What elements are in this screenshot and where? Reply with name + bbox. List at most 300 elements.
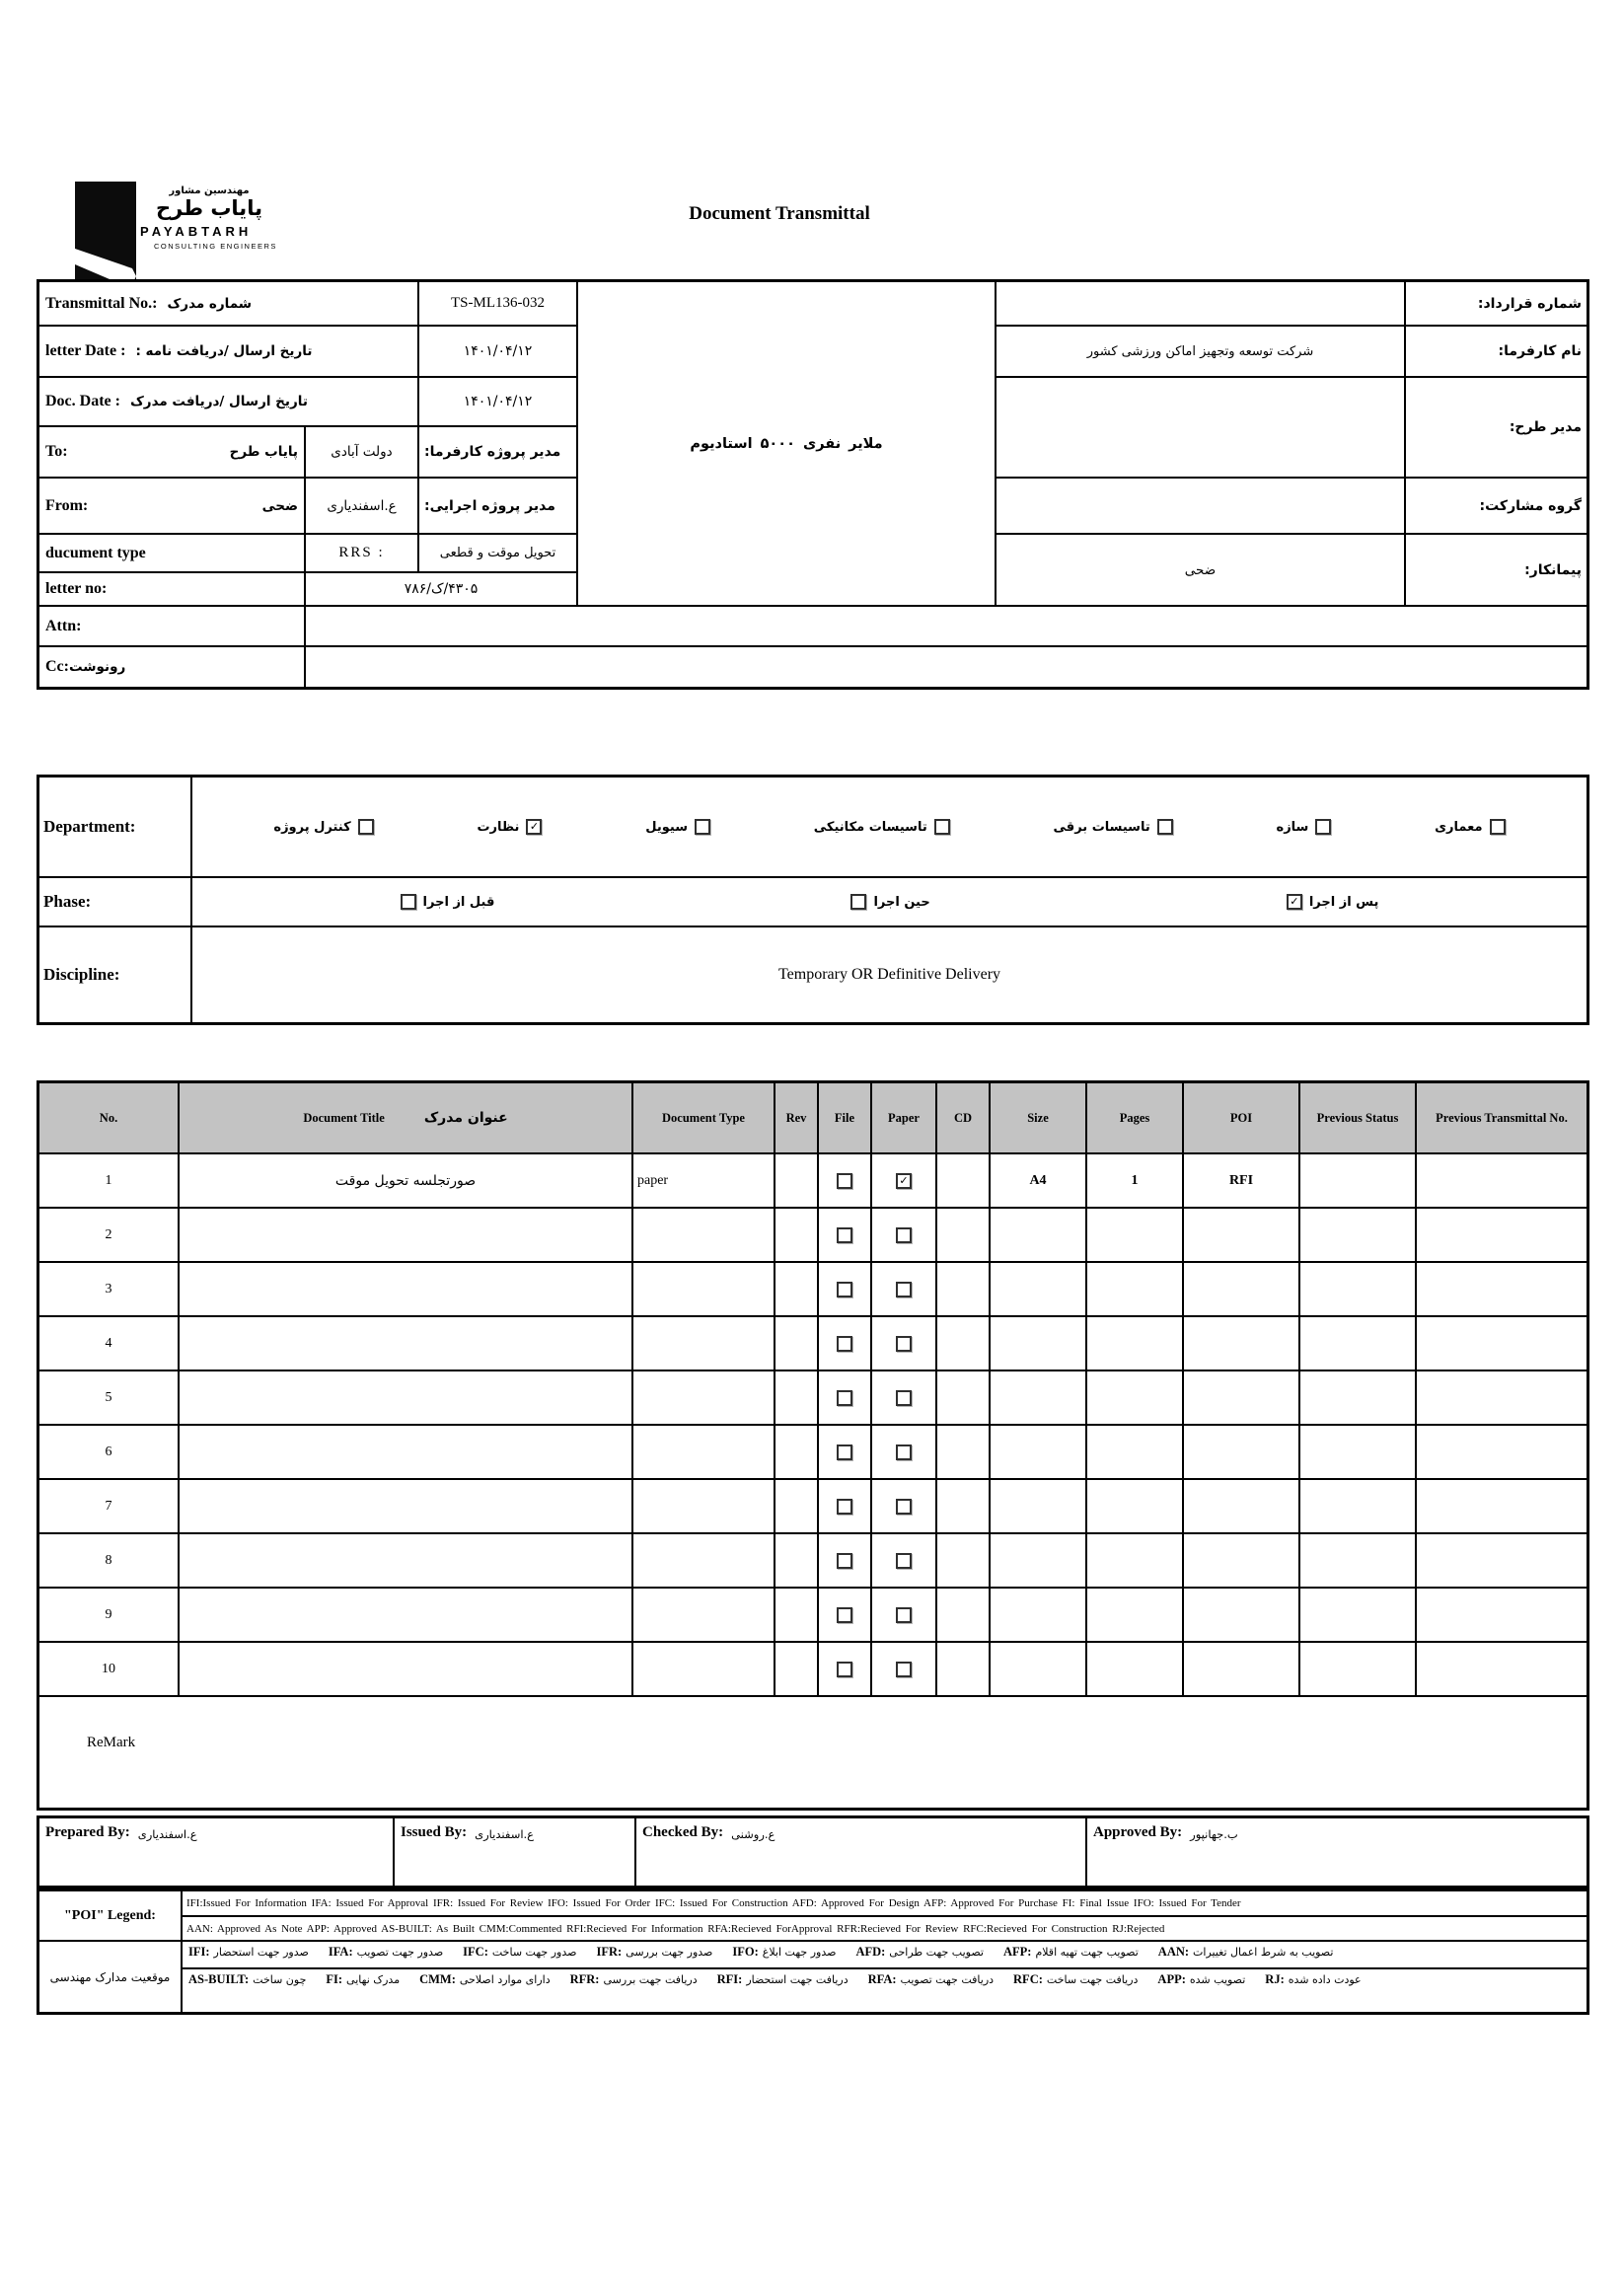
checkbox[interactable] xyxy=(358,819,374,835)
header-no: No. xyxy=(39,1083,178,1152)
cell-previous-transmittal xyxy=(1417,1263,1587,1315)
cell-document-type: paper xyxy=(633,1154,774,1207)
contractor-value: ضحی xyxy=(997,535,1404,605)
cell-paper xyxy=(872,1371,935,1424)
phase-items xyxy=(192,878,1587,926)
cell-file xyxy=(819,1426,870,1478)
department-items xyxy=(192,778,1587,876)
cell-document-type xyxy=(633,1371,774,1424)
legend-text: تصویب به شرط اعمال تغییرات xyxy=(1193,1946,1334,1959)
table-row xyxy=(39,1480,1587,1532)
doc-type-fa: تحویل موقت و قطعی xyxy=(419,535,576,571)
legend-pair xyxy=(732,1945,836,1960)
cell-document-title xyxy=(180,1643,631,1695)
to-row xyxy=(39,427,304,477)
cell-previous-transmittal xyxy=(1417,1589,1587,1641)
cell-no: 10 xyxy=(39,1643,178,1695)
file-checkbox[interactable] xyxy=(837,1282,852,1297)
doc-type-code: RRS : xyxy=(306,535,417,571)
paper-checkbox[interactable] xyxy=(896,1227,912,1243)
paper-checkbox[interactable] xyxy=(896,1553,912,1569)
transmittal-no-value: TS-ML136-032 xyxy=(419,282,576,325)
cell-no: 8 xyxy=(39,1534,178,1587)
cell-pages xyxy=(1087,1480,1182,1532)
checkbox-label: حین اجرا xyxy=(873,894,930,910)
checkbox-label: سیویل xyxy=(645,819,688,835)
legend-code: RFI: xyxy=(716,1972,743,1986)
cell-size xyxy=(991,1534,1085,1587)
legend-en-line2: AAN: Approved As Note APP: Approved AS-BUILT: As Built CMM:Commented RFI:Recieved For Information RFA:Recieved ForApproval RFR:Recieved For Review RFC:Recieved For Construction RJ:Rejected xyxy=(183,1917,1587,1940)
to-value: پایاب طرح xyxy=(229,444,298,460)
cell-poi xyxy=(1184,1209,1298,1261)
letter-date-value: ۱۴۰۱/۰۴/۱۲ xyxy=(419,327,576,376)
issued-by-name: ع.اسفندیاری xyxy=(475,1827,535,1841)
checkbox[interactable] xyxy=(401,894,416,910)
legend-pair xyxy=(463,1945,576,1960)
paper-checkbox[interactable] xyxy=(896,1336,912,1352)
legend-text: صدور جهت استحضار xyxy=(213,1946,309,1959)
header-file: File xyxy=(819,1083,870,1152)
cell-document-type xyxy=(633,1426,774,1478)
checkbox-label: تاسیسات مکانیکی xyxy=(813,819,927,835)
exec-pm-label: مدیر پروژه اجرایی: xyxy=(419,479,576,533)
approved-by-name: ب.جهانپور xyxy=(1190,1827,1238,1841)
file-checkbox[interactable] xyxy=(837,1336,852,1352)
cell-document-title xyxy=(180,1317,631,1370)
to-person: دولت آبادی xyxy=(306,427,417,477)
partnership-label: گروه مشارکت: xyxy=(1406,479,1587,533)
cell-size: A4 xyxy=(991,1154,1085,1207)
cell-poi xyxy=(1184,1426,1298,1478)
cell-document-type xyxy=(633,1534,774,1587)
legend-pair xyxy=(188,1972,306,1987)
cell-pages xyxy=(1087,1209,1182,1261)
cell-file xyxy=(819,1317,870,1370)
legend-pair xyxy=(596,1945,712,1960)
cell-rev xyxy=(775,1263,817,1315)
checkbox[interactable] xyxy=(850,894,866,910)
design-manager-value xyxy=(997,378,1404,477)
checkbox[interactable]: ✓ xyxy=(526,819,542,835)
legend-code: APP: xyxy=(1157,1972,1186,1986)
cell-pages xyxy=(1087,1317,1182,1370)
cell-previous-status xyxy=(1300,1480,1415,1532)
department-label: Department: xyxy=(39,778,190,876)
legend-code: IFA: xyxy=(328,1945,353,1959)
checkbox-item xyxy=(1277,819,1332,835)
cell-rev xyxy=(775,1371,817,1424)
file-checkbox[interactable] xyxy=(837,1227,852,1243)
design-manager-label: مدیر طرح: xyxy=(1406,378,1587,477)
checkbox-label: تاسیسات برقی xyxy=(1053,819,1150,835)
cell-previous-status xyxy=(1300,1317,1415,1370)
file-checkbox[interactable] xyxy=(837,1499,852,1515)
table-row xyxy=(39,1317,1587,1370)
prepared-by-label: Prepared By: xyxy=(45,1824,130,1840)
cell-document-title: صورتجلسه تحویل موقت xyxy=(180,1154,631,1207)
from-value: ضحی xyxy=(261,497,298,514)
cell-cd xyxy=(937,1589,989,1641)
attn-label: Attn: xyxy=(39,607,304,645)
cell-pages xyxy=(1087,1263,1182,1315)
cell-no: 6 xyxy=(39,1426,178,1478)
checkbox-item xyxy=(477,819,542,835)
cell-paper xyxy=(872,1209,935,1261)
legend-fa-line2 xyxy=(183,1969,1587,2012)
header-size: Size xyxy=(991,1083,1085,1152)
cc-value xyxy=(306,647,1587,687)
issued-by-label: Issued By: xyxy=(401,1824,468,1840)
legend-code: IFC: xyxy=(463,1945,488,1959)
cell-size xyxy=(991,1209,1085,1261)
file-checkbox[interactable] xyxy=(837,1444,852,1460)
legend-pair xyxy=(188,1945,309,1960)
legend-code: RFC: xyxy=(1013,1972,1043,1986)
remark-cell: ReMark xyxy=(39,1697,1587,1808)
legend-text: مدرک نهایی xyxy=(346,1973,401,1986)
legend-pair xyxy=(329,1945,443,1960)
cell-document-title xyxy=(180,1534,631,1587)
cell-poi xyxy=(1184,1534,1298,1587)
table-row xyxy=(39,1209,1587,1261)
paper-checkbox[interactable] xyxy=(896,1444,912,1460)
cell-document-title xyxy=(180,1589,631,1641)
legend-text: تصویب شده xyxy=(1189,1973,1246,1986)
client-name-label: نام کارفرما: xyxy=(1406,327,1587,376)
poi-legend-label: "POI" Legend: xyxy=(39,1891,181,1940)
legend-code: RFR: xyxy=(569,1972,600,1986)
legend-pair xyxy=(1265,1972,1361,1987)
cell-file xyxy=(819,1643,870,1695)
brand-en-name: PAYABTARH xyxy=(140,224,253,239)
header-poi: POI xyxy=(1184,1083,1298,1152)
checkbox[interactable] xyxy=(934,819,950,835)
cell-previous-transmittal xyxy=(1417,1426,1587,1478)
header-previous-status: Previous Status xyxy=(1300,1083,1415,1152)
cell-previous-transmittal xyxy=(1417,1371,1587,1424)
cell-cd xyxy=(937,1371,989,1424)
paper-checkbox[interactable] xyxy=(896,1390,912,1406)
phase-label: Phase: xyxy=(39,878,190,926)
cell-previous-transmittal xyxy=(1417,1480,1587,1532)
cell-rev xyxy=(775,1317,817,1370)
cell-pages xyxy=(1087,1589,1182,1641)
checked-by-cell xyxy=(636,1818,1085,1886)
header-title: Document Title عنوان مدرک xyxy=(180,1083,631,1152)
cell-document-type xyxy=(633,1317,774,1370)
contract-no-value xyxy=(997,282,1404,325)
legend-text: صدور جهت ابلاغ xyxy=(762,1946,837,1959)
paper-checkbox[interactable] xyxy=(896,1662,912,1677)
partnership-value xyxy=(997,479,1404,533)
cell-rev xyxy=(775,1643,817,1695)
legend-fa-label: موقعیت مدارک مهندسی xyxy=(39,1942,181,2012)
file-checkbox[interactable] xyxy=(837,1390,852,1406)
cell-poi xyxy=(1184,1263,1298,1315)
cell-poi: RFI xyxy=(1184,1154,1298,1207)
cell-document-title xyxy=(180,1480,631,1532)
legend-code: AFD: xyxy=(855,1945,886,1959)
legend-pair xyxy=(868,1972,994,1987)
paper-checkbox[interactable]: ✓ xyxy=(896,1173,912,1189)
checkbox-item xyxy=(814,819,950,835)
table-row xyxy=(39,1534,1587,1587)
cell-document-title xyxy=(180,1263,631,1315)
cell-paper xyxy=(872,1263,935,1315)
doc-date-value: ۱۴۰۱/۰۴/۱۲ xyxy=(419,378,576,425)
cell-rev xyxy=(775,1426,817,1478)
brand-fa-small: مهندسین مشاور xyxy=(169,185,250,196)
checkbox-item xyxy=(401,894,495,910)
legend-text: دارای موارد اصلاحی xyxy=(459,1973,551,1986)
checkbox-label: سازه xyxy=(1276,819,1309,835)
cell-document-title xyxy=(180,1371,631,1424)
file-checkbox[interactable] xyxy=(837,1607,852,1623)
attn-value xyxy=(306,607,1587,645)
brand-fa-name: پایاب طرح xyxy=(156,196,262,220)
page-title: Document Transmittal xyxy=(689,203,870,224)
legend-text: دریافت جهت استحضار xyxy=(746,1973,849,1986)
cell-rev xyxy=(775,1209,817,1261)
discipline-label: Discipline: xyxy=(39,927,190,1022)
document-list-table xyxy=(37,1080,1589,1811)
cell-no: 7 xyxy=(39,1480,178,1532)
checkbox-item xyxy=(273,819,373,835)
file-checkbox[interactable] xyxy=(837,1173,852,1189)
cell-cd xyxy=(937,1534,989,1587)
cell-pages xyxy=(1087,1643,1182,1695)
legend-text: عودت داده شده xyxy=(1288,1973,1362,1986)
checkbox[interactable] xyxy=(1157,819,1173,835)
prepared-by-name: ع.اسفندیاری xyxy=(137,1827,197,1841)
cell-rev xyxy=(775,1589,817,1641)
cell-file xyxy=(819,1589,870,1641)
table-row xyxy=(39,1426,1587,1478)
doc-date-label: Doc. Date : تاریخ ارسال /دریافت مدرک xyxy=(39,378,417,425)
cell-size xyxy=(991,1371,1085,1424)
cell-file xyxy=(819,1154,870,1207)
contractor-label: پیمانکار: xyxy=(1406,535,1587,605)
cell-previous-status xyxy=(1300,1534,1415,1587)
cell-rev xyxy=(775,1480,817,1532)
cell-document-title xyxy=(180,1209,631,1261)
legend-text: دریافت جهت ساخت xyxy=(1046,1973,1139,1986)
checked-by-name: ع.روشنی xyxy=(731,1827,775,1841)
letter-date-label: letter Date : تاریخ ارسال /دریافت نامه : xyxy=(39,327,417,376)
approved-by-cell xyxy=(1087,1818,1587,1886)
checkbox-label: پس از اجرا xyxy=(1308,894,1379,910)
doc-type-label: ducument type xyxy=(39,535,304,571)
legend-pair xyxy=(570,1972,698,1987)
legend-fa-line1 xyxy=(183,1942,1587,1967)
checkbox-item xyxy=(850,894,929,910)
header-doc-type: Document Type xyxy=(633,1083,774,1152)
checked-by-label: Checked By: xyxy=(642,1824,724,1840)
cell-cd xyxy=(937,1317,989,1370)
cell-paper xyxy=(872,1426,935,1478)
cell-no: 2 xyxy=(39,1209,178,1261)
header-rev: Rev xyxy=(775,1083,817,1152)
project-title: استادیوم ۵۰۰۰ نفری ملایر xyxy=(578,282,995,605)
cell-poi xyxy=(1184,1480,1298,1532)
legend-code: CMM: xyxy=(419,1972,456,1986)
cell-document-type xyxy=(633,1209,774,1261)
legend-text: صدور جهت ساخت xyxy=(491,1946,577,1959)
paper-checkbox[interactable] xyxy=(896,1499,912,1515)
checkbox-item xyxy=(1435,819,1505,835)
cell-previous-transmittal xyxy=(1417,1317,1587,1370)
cell-previous-status xyxy=(1300,1154,1415,1207)
legend-pair xyxy=(1003,1945,1139,1960)
paper-checkbox[interactable] xyxy=(896,1607,912,1623)
checkbox[interactable] xyxy=(1490,819,1506,835)
cell-cd xyxy=(937,1480,989,1532)
info-table xyxy=(37,279,1589,690)
cell-no: 5 xyxy=(39,1371,178,1424)
signature-row xyxy=(37,1815,1589,1889)
cell-paper xyxy=(872,1534,935,1587)
cell-pages xyxy=(1087,1426,1182,1478)
cell-no: 4 xyxy=(39,1317,178,1370)
cell-no: 1 xyxy=(39,1154,178,1207)
cell-previous-status xyxy=(1300,1426,1415,1478)
cell-cd xyxy=(937,1154,989,1207)
cell-rev xyxy=(775,1154,817,1207)
table-row xyxy=(39,1154,1587,1207)
cell-size xyxy=(991,1589,1085,1641)
cell-size xyxy=(991,1643,1085,1695)
legend-pair xyxy=(419,1972,551,1987)
discipline-value: Temporary OR Definitive Delivery xyxy=(192,927,1587,1022)
cell-paper xyxy=(872,1480,935,1532)
cell-size xyxy=(991,1317,1085,1370)
legend-code: AAN: xyxy=(1157,1945,1190,1959)
cell-pages xyxy=(1087,1371,1182,1424)
cell-document-type xyxy=(633,1589,774,1641)
cell-paper xyxy=(872,1589,935,1641)
cell-file xyxy=(819,1371,870,1424)
legend-code: IFI: xyxy=(188,1945,210,1959)
legend-text: صدور جهت تصویب xyxy=(356,1946,444,1959)
cell-poi xyxy=(1184,1589,1298,1641)
legend-pair xyxy=(717,1972,849,1987)
cell-document-type xyxy=(633,1643,774,1695)
cell-pages: 1 xyxy=(1087,1154,1182,1207)
legend-code: RFA: xyxy=(867,1972,897,1986)
from-label: From: xyxy=(45,496,89,514)
cell-paper xyxy=(872,1154,935,1207)
legend-pair xyxy=(326,1972,400,1987)
legend-code: FI: xyxy=(326,1972,343,1986)
legend-code: AFP: xyxy=(1002,1945,1032,1959)
legend-text: دریافت جهت بررسی xyxy=(603,1973,698,1986)
letter-no-value: ۷۸۶/ک/۴۳۰۵ xyxy=(306,573,576,605)
from-row xyxy=(39,479,304,533)
table-row xyxy=(39,1371,1587,1424)
cell-previous-transmittal xyxy=(1417,1534,1587,1587)
legend-text: دریافت جهت تصویب xyxy=(900,1973,995,1986)
cell-paper xyxy=(872,1317,935,1370)
checkbox-label: معماری xyxy=(1435,819,1483,835)
cell-document-title xyxy=(180,1426,631,1478)
legend-text: تصویب جهت تهیه اقلام xyxy=(1035,1946,1139,1959)
paper-checkbox[interactable] xyxy=(896,1282,912,1297)
header-paper: Paper xyxy=(872,1083,935,1152)
cell-rev xyxy=(775,1534,817,1587)
cell-previous-status xyxy=(1300,1589,1415,1641)
legend-text: چون ساخت xyxy=(253,1973,307,1986)
cell-file xyxy=(819,1209,870,1261)
cell-document-type xyxy=(633,1480,774,1532)
checkbox-label: کنترل پروژه xyxy=(273,819,351,835)
legend-pair xyxy=(855,1945,984,1960)
checkbox-item xyxy=(645,819,710,835)
cell-previous-status xyxy=(1300,1371,1415,1424)
approved-by-label: Approved By: xyxy=(1093,1824,1183,1840)
cc-label: Cc: رونوشت xyxy=(39,647,304,687)
file-checkbox[interactable] xyxy=(837,1553,852,1569)
to-label: To: xyxy=(45,443,68,460)
cell-no: 9 xyxy=(39,1589,178,1641)
contract-no-label: شماره قرارداد: xyxy=(1406,282,1587,325)
client-name-value: شرکت توسعه وتجهیز اماکن ورزشی کشور xyxy=(997,327,1404,376)
cell-no: 3 xyxy=(39,1263,178,1315)
legend-pair xyxy=(1013,1972,1138,1987)
document-table-header xyxy=(39,1083,1587,1152)
file-checkbox[interactable] xyxy=(837,1662,852,1677)
legend-code: AS-BUILT: xyxy=(188,1972,250,1986)
cell-previous-transmittal xyxy=(1417,1209,1587,1261)
checkbox[interactable] xyxy=(695,819,710,835)
checkbox-item xyxy=(1054,819,1173,835)
legend-pair xyxy=(1157,1972,1245,1987)
poi-legend-table xyxy=(37,1889,1589,2015)
cell-poi xyxy=(1184,1371,1298,1424)
prepared-by-cell xyxy=(39,1818,393,1886)
department-table xyxy=(37,775,1589,1025)
letter-no-label: letter no: xyxy=(39,573,304,605)
legend-pair xyxy=(1158,1945,1334,1960)
table-row xyxy=(39,1263,1587,1315)
cell-paper xyxy=(872,1643,935,1695)
cell-cd xyxy=(937,1263,989,1315)
checkbox[interactable]: ✓ xyxy=(1287,894,1302,910)
cell-poi xyxy=(1184,1643,1298,1695)
cell-previous-transmittal xyxy=(1417,1643,1587,1695)
header-cd: CD xyxy=(937,1083,989,1152)
legend-code: IFR: xyxy=(596,1945,623,1959)
header-pages: Pages xyxy=(1087,1083,1182,1152)
header-previous-transmittal: Previous Transmittal No. xyxy=(1417,1083,1587,1152)
legend-code: RJ: xyxy=(1265,1972,1285,1986)
legend-text: تصویب جهت طراحی xyxy=(889,1946,984,1959)
cell-file xyxy=(819,1534,870,1587)
issued-by-cell xyxy=(395,1818,634,1886)
table-row xyxy=(39,1589,1587,1641)
legend-en-line1: IFI:Issued For Information IFA: Issued For Approval IFR: Issued For Review IFO: Issued For Order IFC: Issued For Construction AFD: Approved For Design AFP: Approved For Purchase FI: Final Issue IFO: Issued For Tender xyxy=(183,1891,1587,1915)
checkbox[interactable] xyxy=(1315,819,1331,835)
cell-file xyxy=(819,1263,870,1315)
cell-file xyxy=(819,1480,870,1532)
cell-cd xyxy=(937,1426,989,1478)
cell-cd xyxy=(937,1209,989,1261)
cell-pages xyxy=(1087,1534,1182,1587)
cell-document-type xyxy=(633,1263,774,1315)
client-pm-label: مدیر پروژه کارفرما: xyxy=(419,427,576,477)
cell-previous-status xyxy=(1300,1643,1415,1695)
checkbox-item xyxy=(1287,894,1379,910)
transmittal-no-label: Transmittal No.: شماره مدرک xyxy=(39,282,417,325)
